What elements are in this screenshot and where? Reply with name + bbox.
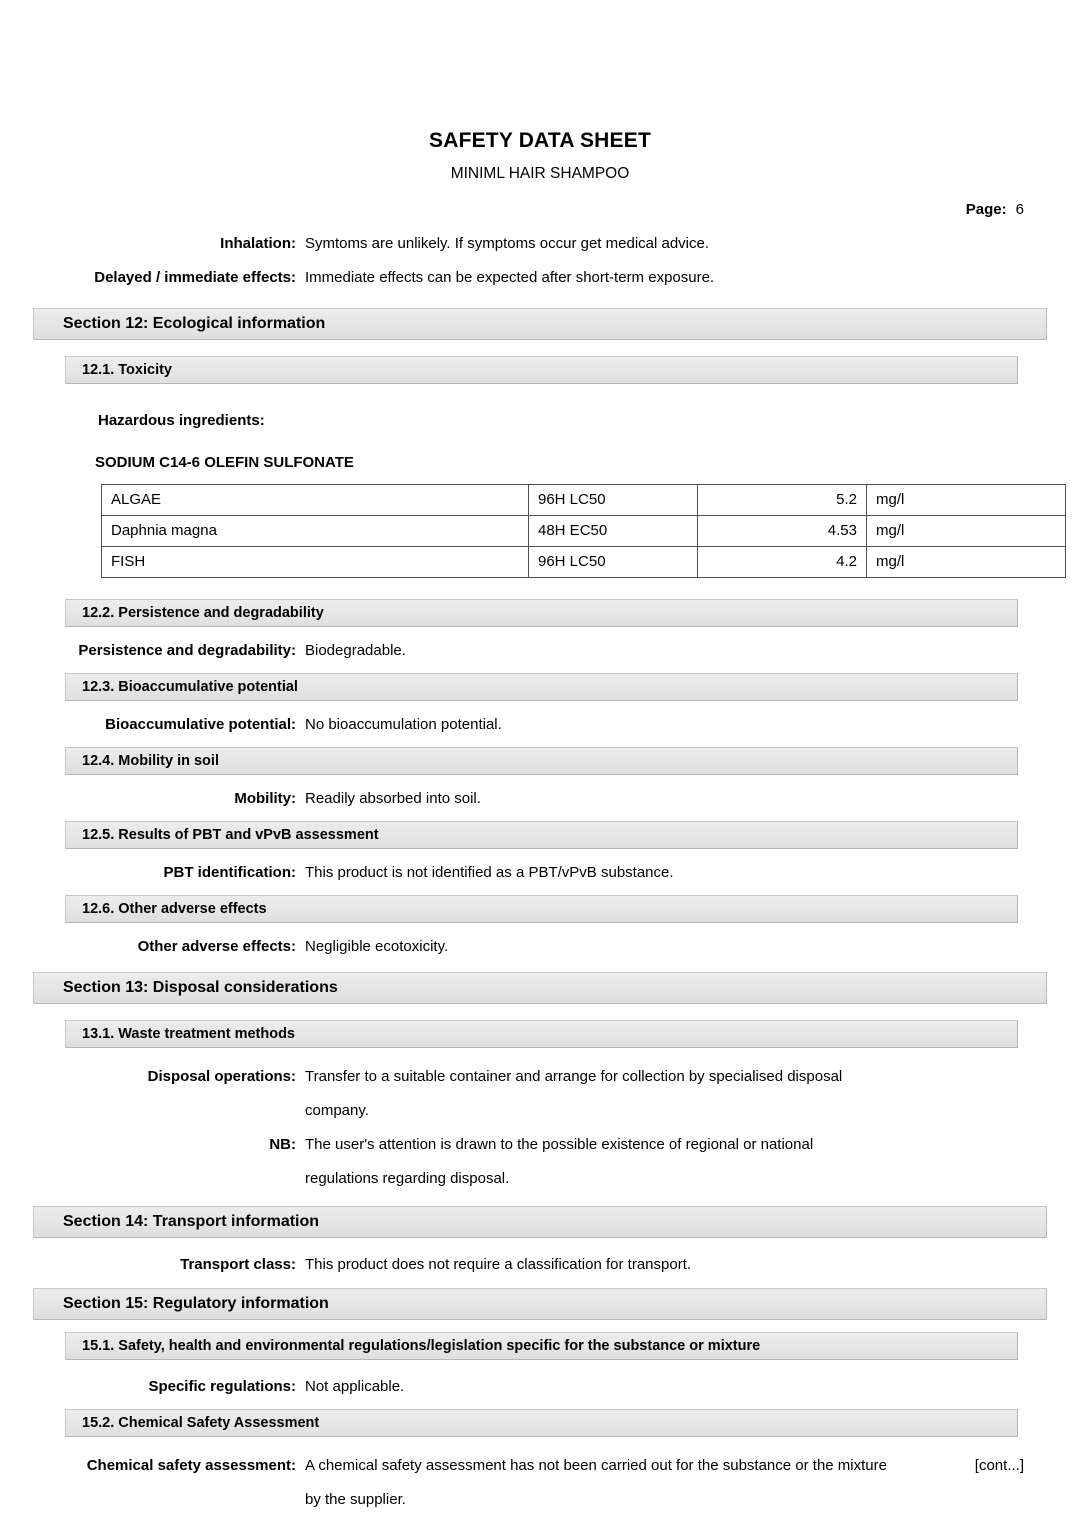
entry-label: Mobility: — [234, 790, 296, 807]
subsection-header-12-1: 12.1. Toxicity — [65, 356, 1018, 384]
entry-value-line: regulations regarding disposal. — [305, 1170, 510, 1187]
toxicity-table — [101, 484, 1066, 578]
subsection-header-15-1: 15.1. Safety, health and environmental regulations/legislation specific for the substance or mixture — [65, 1332, 1018, 1360]
subsection-header-12-2: 12.2. Persistence and degradability — [65, 599, 1018, 627]
entry-value-line: This product is not identified as a PBT/vPvB substance. — [305, 864, 674, 881]
entry-transport-class — [0, 1254, 1080, 1275]
entry-value-line: Transfer to a suitable container and arrange for collection by specialised disposal — [305, 1068, 843, 1085]
entry-value — [305, 1455, 1080, 1510]
entry-value-line: Symtoms are unlikely. If symptoms occur get medical advice. — [305, 235, 710, 252]
entry-specific-regulations — [0, 1376, 1080, 1397]
section-header-15: Section 15: Regulatory information — [33, 1288, 1047, 1320]
entry-value-line: Readily absorbed into soil. — [305, 790, 481, 807]
entry-bioaccumulative-potential — [0, 714, 1080, 735]
subsection-header-13-1: 13.1. Waste treatment methods — [65, 1020, 1018, 1048]
entry-value-line: No bioaccumulation potential. — [305, 716, 502, 733]
entry-persistence-degradability — [0, 640, 1080, 661]
entry-value — [305, 233, 1080, 254]
entry-value-line: company. — [305, 1102, 369, 1119]
subsection-header-12-5: 12.5. Results of PBT and vPvB assessment — [65, 821, 1018, 849]
page-number-label: Page: — [965, 201, 1007, 218]
entry-inhalation — [0, 233, 1080, 254]
entry-label: Transport class: — [180, 1256, 296, 1273]
entry-nb — [0, 1134, 1080, 1189]
entry-pbt-identification — [0, 862, 1080, 883]
table-row — [102, 516, 1066, 547]
entry-value — [305, 1134, 1080, 1189]
entry-label: Specific regulations: — [148, 1378, 296, 1395]
entry-disposal-operations — [0, 1066, 1080, 1121]
entry-value — [305, 936, 1080, 957]
entry-delayed-immediate-effects — [0, 267, 1080, 288]
table-row — [102, 485, 1066, 516]
cell-unit: mg/l — [867, 516, 1066, 547]
entry-value — [305, 788, 1080, 809]
entry-label: Bioaccumulative potential: — [105, 716, 296, 733]
entry-label: Disposal operations: — [147, 1068, 296, 1085]
substance-name: SODIUM C14-6 OLEFIN SULFONATE — [95, 454, 354, 471]
entry-value — [305, 862, 1080, 883]
entry-value-line: Not applicable. — [305, 1378, 405, 1395]
entry-value — [305, 640, 1080, 661]
section-header-14: Section 14: Transport information — [33, 1206, 1047, 1238]
continuation-marker: [cont...] — [974, 1457, 1024, 1474]
entry-label: Persistence and degradability: — [78, 642, 296, 659]
subsection-header-15-2: 15.2. Chemical Safety Assessment — [65, 1409, 1018, 1437]
cell-value: 4.53 — [698, 516, 867, 547]
page-number — [0, 200, 1080, 220]
entry-value — [305, 1376, 1080, 1397]
table-row — [102, 547, 1066, 578]
cell-value: 5.2 — [698, 485, 867, 516]
cell-unit: mg/l — [867, 547, 1066, 578]
entry-value — [305, 1066, 1080, 1121]
entry-label: Delayed / immediate effects: — [94, 269, 296, 286]
entry-other-adverse-effects — [0, 936, 1080, 957]
entry-label: Other adverse effects: — [137, 938, 296, 955]
entry-value — [305, 714, 1080, 735]
product-name: MINIML HAIR SHAMPOO — [450, 165, 630, 182]
hazardous-ingredients-heading: Hazardous ingredients: — [98, 412, 265, 429]
entry-mobility — [0, 788, 1080, 809]
cell-unit: mg/l — [867, 485, 1066, 516]
entry-label: PBT identification: — [163, 864, 296, 881]
entry-value — [305, 1254, 1080, 1275]
cell-organism: Daphnia magna — [102, 516, 529, 547]
cell-organism: ALGAE — [102, 485, 529, 516]
page-number-value: 6 — [1015, 201, 1024, 218]
subsection-header-12-4: 12.4. Mobility in soil — [65, 747, 1018, 775]
entry-label: Chemical safety assessment: — [86, 1457, 296, 1474]
entry-value-line: This product does not require a classification for transport. — [305, 1256, 692, 1273]
subsection-header-12-6: 12.6. Other adverse effects — [65, 895, 1018, 923]
cell-value: 4.2 — [698, 547, 867, 578]
entry-label: NB: — [269, 1136, 296, 1153]
section-header-12: Section 12: Ecological information — [33, 308, 1047, 340]
entry-value-line: The user's attention is drawn to the possible existence of regional or national — [305, 1136, 814, 1153]
entry-value-line: Immediate effects can be expected after short-term exposure. — [305, 269, 715, 286]
entry-value-line: Biodegradable. — [305, 642, 406, 659]
entry-value-line: A chemical safety assessment has not been carried out for the substance or the mixture — [305, 1457, 887, 1474]
section-header-13: Section 13: Disposal considerations — [33, 972, 1047, 1004]
cell-test: 48H EC50 — [529, 516, 698, 547]
cell-test: 96H LC50 — [529, 485, 698, 516]
entry-label: Inhalation: — [220, 235, 296, 252]
cell-test: 96H LC50 — [529, 547, 698, 578]
document-title: SAFETY DATA SHEET — [429, 129, 651, 152]
entry-value-line: Negligible ecotoxicity. — [305, 938, 449, 955]
entry-value — [305, 267, 1080, 288]
cell-organism: FISH — [102, 547, 529, 578]
entry-chemical-safety-assessment — [0, 1455, 1080, 1510]
entry-value-line: by the supplier. — [305, 1491, 406, 1508]
subsection-header-12-3: 12.3. Bioaccumulative potential — [65, 673, 1018, 701]
